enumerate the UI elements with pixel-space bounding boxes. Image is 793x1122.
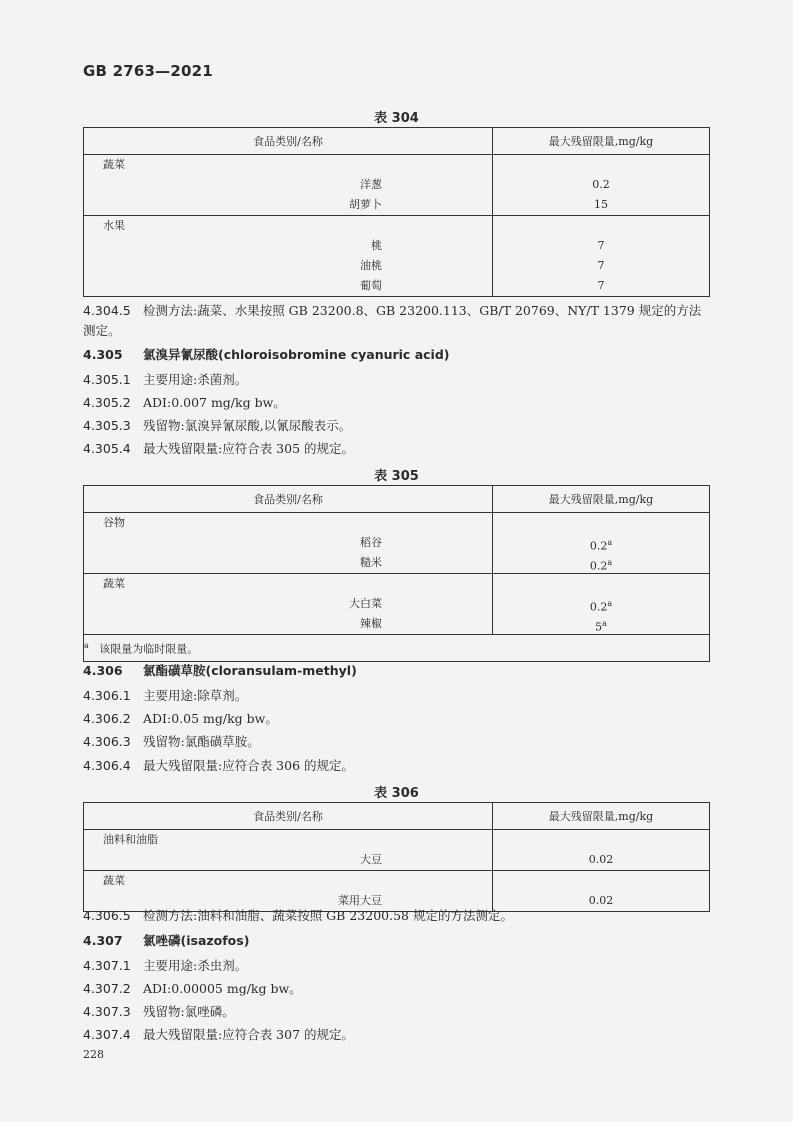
food-name: 糙米: [360, 556, 382, 569]
table-305-caption: 表 305: [374, 469, 419, 484]
clause-number: 4.305.3: [83, 418, 131, 433]
table-304-caption: 表 304: [374, 111, 419, 126]
clause-text: ADI:0.007 mg/kg bw。: [143, 395, 286, 410]
mrl-value: 0.2$^a$: [589, 558, 613, 573]
mrl-value: 7: [597, 259, 605, 272]
mrl-value: 0.02: [588, 894, 614, 907]
clause-4-307-2: [83, 980, 302, 998]
table-304: [83, 127, 710, 297]
section-number: 4.306: [83, 663, 123, 678]
clause-number: 4.305.2: [83, 395, 131, 410]
clause-number: 4.307.2: [83, 981, 131, 996]
category-label: 蔬菜: [103, 874, 125, 887]
clause-text: 残留物:氯唑磷。: [143, 1004, 235, 1019]
clause-text: ADI:0.05 mg/kg bw。: [143, 711, 278, 726]
document-code: GB 2763—2021: [83, 62, 213, 80]
table-306-group-oil: [84, 830, 493, 871]
clause-number: 4.306.1: [83, 688, 131, 703]
clause-text: 残留物:氯酯磺草胺。: [143, 734, 260, 749]
mrl-value: 0.2$^a$: [589, 599, 613, 614]
mrl-value: 0.2: [592, 178, 610, 191]
table-306-group-veg: [84, 871, 493, 912]
clause-number: 4.305.4: [83, 441, 131, 456]
section-title: 氯酯磺草胺(cloransulam-methyl): [143, 663, 357, 678]
mrl-value: 5$^a$: [595, 619, 607, 634]
food-name: 洋葱: [360, 178, 382, 191]
clause-number: 4.306.2: [83, 711, 131, 726]
clause-4-306-4: [83, 757, 354, 775]
table-304-col-food: 食品类别/名称: [84, 128, 493, 155]
food-name: 胡萝卜: [349, 198, 382, 211]
clause-number: 4.305.1: [83, 372, 131, 387]
paragraph-4-304-5: [83, 302, 701, 320]
food-name: 葡萄: [360, 279, 382, 292]
page-number: 228: [83, 1048, 104, 1061]
section-4-306-heading: [83, 662, 357, 680]
clause-text: ADI:0.00005 mg/kg bw。: [143, 981, 302, 996]
mrl-value: 7: [597, 279, 605, 292]
clause-4-305-4: [83, 440, 354, 458]
clause-4-307-3: [83, 1003, 235, 1021]
food-name: 菜用大豆: [338, 894, 382, 907]
clause-4-305-3: [83, 417, 351, 435]
clause-text: 最大残留限量:应符合表 307 的规定。: [143, 1027, 355, 1042]
clause-4-306-3: [83, 733, 260, 751]
paragraph-continuation: 测定。: [83, 323, 121, 338]
table-304-group-veg: [84, 155, 493, 216]
section-number: 4.305: [83, 347, 123, 362]
table-304-group-fruit: [84, 216, 493, 297]
clause-4-306-2: [83, 710, 278, 728]
category-label: 油料和油脂: [103, 833, 158, 846]
table-305-footnote: $^a$ 该限量为临时限量。: [84, 635, 710, 662]
clause-text: 最大残留限量:应符合表 305 的规定。: [143, 441, 355, 456]
clause-number: 4.306.5: [83, 908, 131, 923]
clause-text: 主要用途:除草剂。: [143, 688, 248, 703]
mrl-value: 15: [594, 198, 608, 211]
table-305-col-mrl: 最大残留限量,mg/kg: [493, 486, 710, 513]
clause-text: 主要用途:杀虫剂。: [143, 958, 248, 973]
table-304-col-mrl: 最大残留限量,mg/kg: [493, 128, 710, 155]
food-name: 油桃: [360, 259, 382, 272]
mrl-value: 0.02: [588, 853, 614, 866]
clause-4-305-2: [83, 394, 286, 412]
category-label: 谷物: [103, 516, 125, 529]
clause-text: 检测方法:蔬菜、水果按照 GB 23200.8、GB 23200.113、GB/T 20769、NY/T 1379 规定的方法: [143, 303, 702, 318]
table-306-col-mrl: 最大残留限量,mg/kg: [493, 803, 710, 830]
section-title: 氯溴异氰尿酸(chloroisobromine cyanuric acid): [143, 347, 450, 362]
table-305-group-cereal: [84, 513, 493, 574]
category-label: 蔬菜: [103, 158, 125, 171]
clause-text: 主要用途:杀菌剂。: [143, 372, 248, 387]
food-name: 辣椒: [360, 617, 382, 630]
section-number: 4.307: [83, 933, 123, 948]
clause-number: 4.307.4: [83, 1027, 131, 1042]
food-name: 大豆: [360, 853, 382, 866]
table-305: [83, 485, 710, 662]
paragraph-4-306-5: [83, 907, 513, 925]
clause-number: 4.306.3: [83, 734, 131, 749]
clause-4-306-1: [83, 687, 247, 705]
category-label: 水果: [103, 219, 125, 232]
clause-text: 残留物:氯溴异氰尿酸,以氰尿酸表示。: [143, 418, 352, 433]
clause-text: 检测方法:油料和油脂、蔬菜按照 GB 23200.58 规定的方法测定。: [143, 908, 513, 923]
clause-4-307-1: [83, 957, 247, 975]
section-4-307-heading: [83, 932, 249, 950]
table-306: [83, 802, 710, 912]
clause-4-307-4: [83, 1026, 354, 1044]
table-305-col-food: 食品类别/名称: [84, 486, 493, 513]
clause-number: 4.307.1: [83, 958, 131, 973]
clause-text: 最大残留限量:应符合表 306 的规定。: [143, 758, 355, 773]
table-306-col-food: 食品类别/名称: [84, 803, 493, 830]
clause-4-305-1: [83, 371, 247, 389]
clause-number: 4.304.5: [83, 303, 131, 318]
clause-number: 4.306.4: [83, 758, 131, 773]
section-title: 氯唑磷(isazofos): [143, 933, 250, 948]
mrl-value: 0.2$^a$: [589, 538, 613, 553]
food-name: 大白菜: [349, 597, 382, 610]
table-305-group-veg: [84, 574, 493, 635]
mrl-value: 7: [597, 239, 605, 252]
category-label: 蔬菜: [103, 577, 125, 590]
food-name: 桃: [371, 239, 382, 252]
section-4-305-heading: [83, 346, 450, 364]
table-306-caption: 表 306: [374, 786, 419, 801]
clause-number: 4.307.3: [83, 1004, 131, 1019]
food-name: 稻谷: [360, 536, 382, 549]
